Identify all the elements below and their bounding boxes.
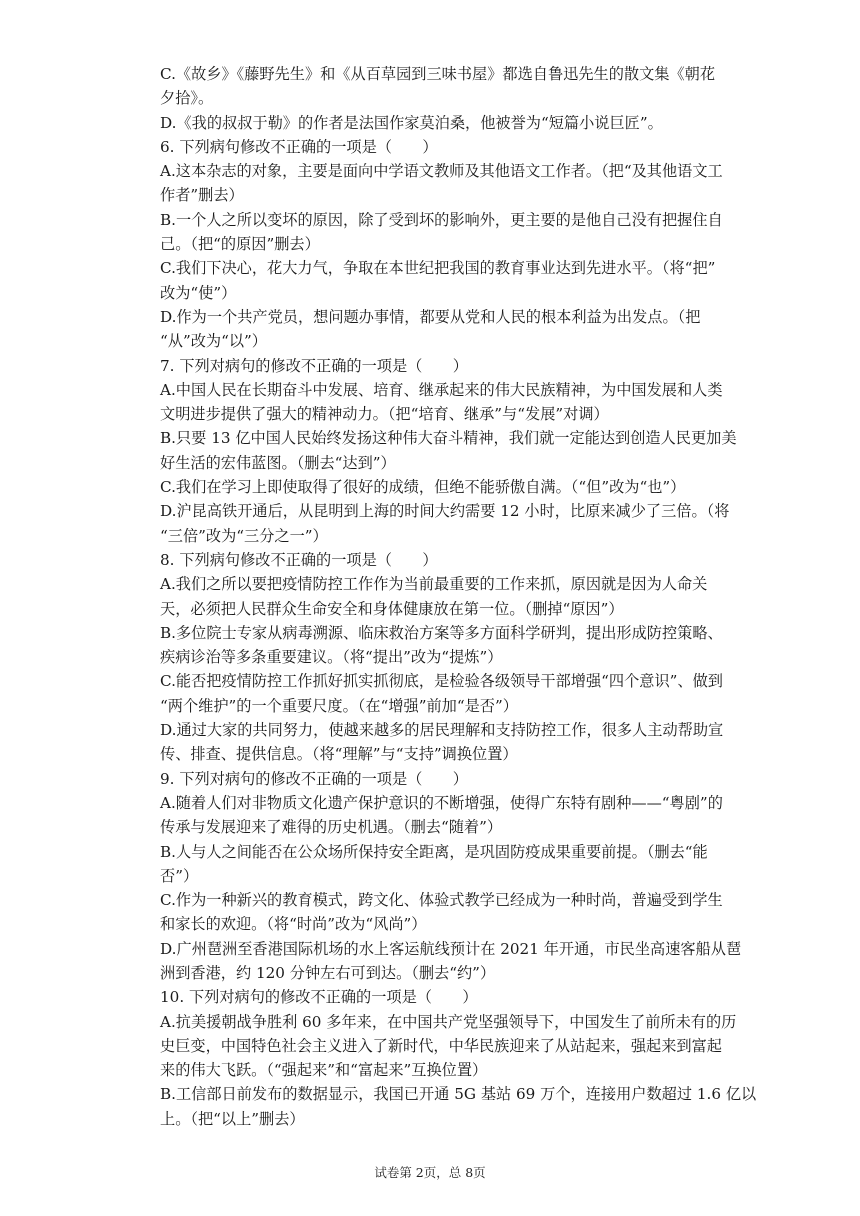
text-line: A.随着人们对非物质文化遗产保护意识的不断增强，使得广东特有剧种——“粤剧”的 (160, 793, 723, 812)
text-line: 改为“使”） (160, 283, 237, 302)
text-line: B.多位院士专家从病毒溯源、临床救治方案等多方面科学研判，提出形成防控策略、 (160, 623, 723, 642)
text-line: C.能否把疫情防控工作抓好抓实抓彻底，是检验各级领导干部增强“四个意识”、做到 (160, 672, 723, 691)
text-line: 来的伟大飞跃。（“强起来”和“富起来”互换位置） (160, 1061, 488, 1080)
text-line: 9. 下列对病句的修改不正确的一项是（ ） (160, 769, 468, 788)
text-line: A.这本杂志的对象，主要是面向中学语文教师及其他语文工作者。（把“及其他语文工 (160, 162, 723, 181)
text-line: 传承与发展迎来了难得的历史机遇。（删去“随着”） (160, 818, 503, 837)
page-footer: 试卷第 2页，总 8页 (374, 1165, 486, 1180)
text-line: 传、排查、提供信息。（将“理解”与“支持”调换位置） (160, 745, 518, 764)
text-line: 洲到香港，约 120 分钟左右可到达。（删去“约”） (160, 963, 496, 982)
text-line: 史巨变，中国特色社会主义进入了新时代，中华民族迎来了从站起来，强起来到富起 (160, 1036, 722, 1055)
text-line: B.工信部日前发布的数据显示，我国已开通 5G 基站 69 万个，连接用户数超过 1.6 亿以 (160, 1085, 757, 1104)
text-line: D.作为一个共产党员，想问题办事情，都要从党和人民的根本利益为出发点。（把 (160, 307, 701, 326)
text-line: 夕拾》。 (160, 89, 214, 108)
text-line: C.我们下决心，花大力气，争取在本世纪把我国的教育事业达到先进水平。（将“把” (160, 259, 716, 278)
text-line: 7. 下列对病句的修改不正确的一项是（ ） (160, 356, 468, 375)
text-line: 否”） (160, 866, 199, 885)
text-line: C.《故乡》《藤野先生》和《从百草园到三味书屋》都选自鲁迅先生的散文集《朝花 (160, 65, 716, 83)
text-line: A.我们之所以要把疫情防控工作作为当前最重要的工作来抓，原因就是因为人命关 (160, 575, 708, 594)
text-line: 上。（把“以上”删去） (160, 1109, 305, 1128)
text-line: 天，必须把人民群众生命安全和身体健康放在第一位。（删掉“原因”） (160, 599, 624, 618)
text-line: 好生活的宏伟蓝图。（删去“达到”） (160, 453, 396, 472)
text-line: 己。（把“的原因”删去） (160, 235, 320, 254)
text-line: 文明进步提供了强大的精神动力。（把“培育、继承”与“发展”对调） (160, 405, 609, 424)
text-line: “三倍”改为“三分之一”） (160, 526, 328, 545)
text-line: D.沪昆高铁开通后，从昆明到上海的时间大约需要 12 小时，比原来减少了三倍。（将 (160, 502, 730, 521)
text-line: 10. 下列对病句的修改不正确的一项是（ ） (160, 988, 478, 1007)
text-line: A.抗美援朝战争胜利 60 多年来，在中国共产党坚强领导下，中国发生了前所未有的历 (160, 1012, 737, 1031)
text-line: C.我们在学习上即使取得了很好的成绩，但绝不能骄傲自满。（“但”改为“也”） (160, 478, 686, 497)
text-line: D.广州琶洲至香港国际机场的水上客运航线预计在 2021 年开通，市民坐高速客船从琶 (160, 939, 742, 958)
text-line: 疾病诊治等多条重要建议。（将“提出”改为“提炼”） (160, 648, 503, 667)
text-line: D.通过大家的共同努力，使越来越多的居民理解和支持防控工作，很多人主动帮助宣 (160, 721, 724, 740)
text-line: “从”改为“以”） (160, 332, 267, 351)
text-line: C.作为一种新兴的教育模式，跨文化、体验式教学已经成为一种时尚，普遍受到学生 (160, 891, 723, 910)
text-line: “两个维护”的一个重要尺度。（在“增强”前加“是否”） (160, 696, 518, 715)
text-line: B.人与人之间能否在公众场所保持安全距离，是巩固防疫成果重要前提。（删去“能 (160, 842, 708, 861)
text-line: A.中国人民在长期奋斗中发展、培育、继承起来的伟大民族精神，为中国发展和人类 (160, 380, 723, 399)
text-line: D.《我的叔叔于勒》的作者是法国作家莫泊桑，他被誉为“短篇小说巨匠”。 (160, 113, 663, 132)
text-line: 8. 下列病句修改不正确的一项是（ ） (160, 550, 438, 569)
text-line: 和家长的欢迎。（将“时尚”改为“风尚”） (160, 915, 427, 934)
text-line: 作者”删去） (160, 186, 244, 205)
document-body (160, 62, 757, 1131)
text-line: B.只要 13 亿中国人民始终发扬这种伟大奋斗精神，我们就一定能达到创造人民更加美 (160, 429, 737, 448)
text-line: B.一个人之所以变坏的原因，除了受到坏的影响外，更主要的是他自己没有把握住自 (160, 210, 723, 229)
text-line: 6. 下列病句修改不正确的一项是（ ） (160, 137, 438, 156)
